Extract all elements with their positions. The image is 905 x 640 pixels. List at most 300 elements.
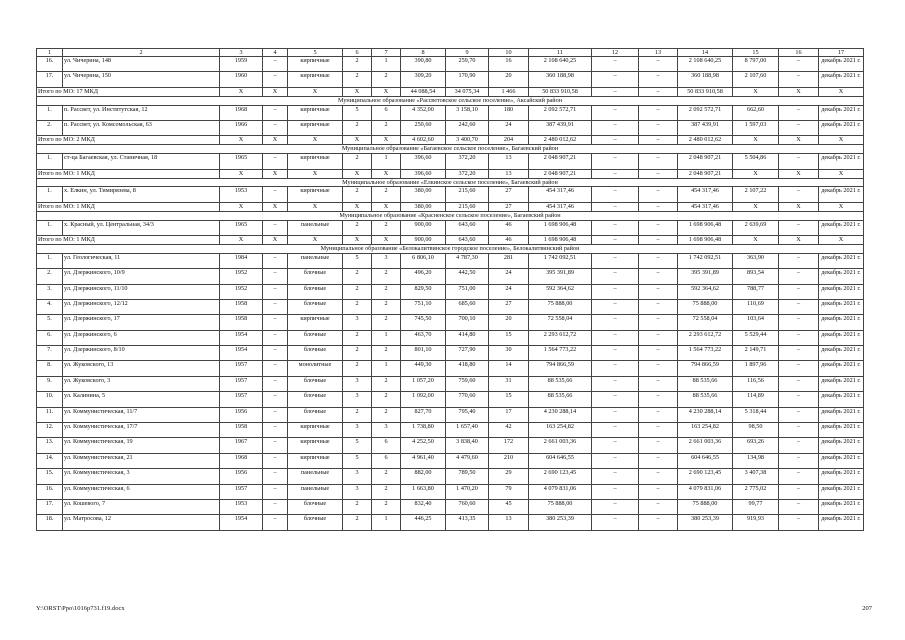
total-cell: 2 480 012,62 [678, 136, 733, 145]
table-cell: – [779, 484, 819, 499]
table-cell: 414,80 [446, 330, 489, 345]
total-cell: X [733, 87, 779, 96]
table-cell: блочные [288, 346, 343, 361]
table-cell: кирпичные [288, 57, 343, 72]
table-cell: – [592, 376, 639, 391]
table-cell: 2 [343, 72, 372, 87]
table-cell: – [779, 361, 819, 376]
table-cell: – [592, 269, 639, 284]
table-cell: 4 787,30 [446, 253, 489, 268]
row-number: 16. [37, 484, 63, 499]
table-cell: – [592, 121, 639, 136]
table-cell: декабрь 2021 г. [819, 253, 864, 268]
table-cell: 1968 [220, 453, 263, 468]
table-cell: 309,20 [401, 72, 446, 87]
table-row [37, 469, 864, 484]
table-cell: 250,60 [401, 121, 446, 136]
table-cell: 592 364,62 [529, 284, 592, 299]
table-cell: – [263, 438, 288, 453]
row-number: 13. [37, 438, 63, 453]
table-cell: 795,40 [446, 407, 489, 422]
table-cell: – [592, 515, 639, 530]
table-cell: 3 [343, 469, 372, 484]
table-cell: 788,77 [733, 284, 779, 299]
row-number: 15. [37, 469, 63, 484]
address-cell: ул. Жуковского, 13 [63, 361, 220, 376]
table-cell: 1953 [220, 499, 263, 514]
total-cell: 372,20 [446, 169, 489, 178]
total-cell: – [592, 136, 639, 145]
table-cell: 5 [343, 253, 372, 268]
table-cell: 2 [372, 376, 401, 391]
table-cell: – [779, 499, 819, 514]
table-cell: 363,90 [733, 253, 779, 268]
table-cell: блочные [288, 407, 343, 422]
table-cell: 2 [343, 57, 372, 72]
total-cell: X [288, 235, 343, 244]
table-cell: – [592, 105, 639, 120]
total-cell: 204 [489, 136, 529, 145]
table-cell: 116,56 [733, 376, 779, 391]
table-cell: 2 [343, 361, 372, 376]
table-cell: 2 [372, 392, 401, 407]
total-cell: – [592, 169, 639, 178]
table-cell: 827,70 [401, 407, 446, 422]
table-cell: 2 [343, 407, 372, 422]
table-cell: 4 230 288,14 [529, 407, 592, 422]
table-cell: кирпичные [288, 453, 343, 468]
table-cell: – [779, 453, 819, 468]
table-cell: 1954 [220, 515, 263, 530]
table-cell: – [779, 299, 819, 314]
table-cell: кирпичные [288, 187, 343, 202]
table-cell: – [779, 121, 819, 136]
table-cell: – [592, 154, 639, 169]
table-cell: – [779, 469, 819, 484]
table-cell: 103,64 [733, 315, 779, 330]
table-cell: 4 961,40 [401, 453, 446, 468]
table-cell: 380 253,39 [529, 515, 592, 530]
table-cell: 1958 [220, 423, 263, 438]
table-cell: 134,98 [733, 453, 779, 468]
table-cell: – [639, 407, 678, 422]
table-cell: – [263, 187, 288, 202]
table-cell: 2 107,22 [733, 187, 779, 202]
table-cell: 27 [489, 187, 529, 202]
page-number: 207 [862, 605, 872, 612]
total-cell: X [819, 136, 864, 145]
table-cell: – [263, 515, 288, 530]
table-cell: 2 [372, 284, 401, 299]
total-cell: X [288, 169, 343, 178]
total-cell: X [343, 136, 372, 145]
table-cell: – [263, 499, 288, 514]
row-number: 2. [37, 121, 63, 136]
table-cell: – [639, 438, 678, 453]
total-cell: X [220, 136, 263, 145]
table-cell: кирпичные [288, 121, 343, 136]
table-cell: кирпичные [288, 438, 343, 453]
table-cell: 1968 [220, 105, 263, 120]
total-cell: 2 048 907,21 [529, 169, 592, 178]
table-cell: 31 [489, 376, 529, 391]
table-cell: 75 888,00 [678, 499, 733, 514]
table-cell: 760,60 [446, 499, 489, 514]
table-row [37, 187, 864, 202]
table-cell: 2 048 907,21 [529, 154, 592, 169]
table-cell: 72 558,04 [529, 315, 592, 330]
total-cell: 50 833 910,58 [529, 87, 592, 96]
table-cell: – [263, 121, 288, 136]
table-cell: кирпичные [288, 315, 343, 330]
total-cell: 396,60 [401, 169, 446, 178]
table-cell: 88 535,66 [529, 392, 592, 407]
table-cell: 390,80 [401, 57, 446, 72]
table-cell: 1956 [220, 407, 263, 422]
table-cell: – [263, 453, 288, 468]
table-cell: 4 352,00 [401, 105, 446, 120]
table-cell: 98,50 [733, 423, 779, 438]
table-cell: 3 [343, 484, 372, 499]
table-cell: 3 [343, 392, 372, 407]
address-cell: п. Рассвет, ул. Комсомольская, 63 [63, 121, 220, 136]
total-cell: X [220, 169, 263, 178]
table-cell: декабрь 2021 г. [819, 469, 864, 484]
column-number-row [37, 49, 864, 57]
table-row [37, 515, 864, 530]
row-number: 4. [37, 299, 63, 314]
column-number: 6 [343, 49, 372, 57]
address-cell: ул. Коммунистическая, 6 [63, 484, 220, 499]
table-cell: 380,00 [401, 187, 446, 202]
column-number: 17 [819, 49, 864, 57]
table-cell: – [779, 438, 819, 453]
table-cell: – [639, 154, 678, 169]
table-cell: 6 806,10 [401, 253, 446, 268]
row-number: 1. [37, 220, 63, 235]
table-cell: 72 558,04 [678, 315, 733, 330]
table-cell: – [592, 330, 639, 345]
table-cell: 2 [343, 220, 372, 235]
table-cell: 2 [372, 220, 401, 235]
row-number: 5. [37, 315, 63, 330]
table-cell: 2 [343, 499, 372, 514]
column-number: 5 [288, 49, 343, 57]
address-cell: х. Елкин, ул. Тимирязева, 8 [63, 187, 220, 202]
total-cell: 34 075,34 [446, 87, 489, 96]
row-number: 1. [37, 105, 63, 120]
table-cell: декабрь 2021 г. [819, 72, 864, 87]
table-cell: 396,60 [401, 154, 446, 169]
table-cell: 1965 [220, 220, 263, 235]
table-cell: 110,69 [733, 299, 779, 314]
table-cell: 24 [489, 269, 529, 284]
row-number: 17. [37, 72, 63, 87]
table-cell: 163 254,82 [678, 423, 733, 438]
table-cell: – [779, 154, 819, 169]
table-cell: 2 [343, 515, 372, 530]
table-cell: 770,60 [446, 392, 489, 407]
total-cell: X [263, 169, 288, 178]
table-cell: – [263, 469, 288, 484]
table-cell: 829,50 [401, 284, 446, 299]
table-cell: 463,70 [401, 330, 446, 345]
table-cell: 2 149,71 [733, 346, 779, 361]
table-cell: 75 888,00 [678, 299, 733, 314]
table-cell: 88 535,66 [678, 392, 733, 407]
address-cell: ул. Чичерина, 150 [63, 72, 220, 87]
table-cell: 1 092,00 [401, 392, 446, 407]
table-cell: декабрь 2021 г. [819, 187, 864, 202]
total-cell: X [263, 235, 288, 244]
table-cell: – [592, 315, 639, 330]
table-cell: – [639, 121, 678, 136]
table-cell: – [779, 315, 819, 330]
table-cell: 2 [343, 269, 372, 284]
table-cell: 1 742 092,51 [529, 253, 592, 268]
total-cell: X [819, 202, 864, 211]
table-cell: 693,26 [733, 438, 779, 453]
table-cell: декабрь 2021 г. [819, 453, 864, 468]
total-label: Итого по МО: 1 МКД [37, 235, 220, 244]
table-cell: кирпичные [288, 154, 343, 169]
table-cell: 643,60 [446, 220, 489, 235]
total-cell: – [592, 87, 639, 96]
row-number: 11. [37, 407, 63, 422]
table-cell: панельные [288, 253, 343, 268]
table-cell: – [592, 484, 639, 499]
column-number: 14 [678, 49, 733, 57]
table-cell: 1 564 773,22 [529, 346, 592, 361]
total-cell: X [343, 87, 372, 96]
table-row [37, 315, 864, 330]
table-cell: – [639, 469, 678, 484]
table-cell: – [779, 346, 819, 361]
table-cell: декабрь 2021 г. [819, 105, 864, 120]
section-title: Муниципальное образование «Рассветовское сельское поселение», Аксайский район [37, 96, 864, 105]
total-cell: X [343, 235, 372, 244]
table-cell: 3 [372, 423, 401, 438]
total-cell: X [372, 202, 401, 211]
table-cell: – [779, 330, 819, 345]
table-cell: кирпичные [288, 423, 343, 438]
table-cell: декабрь 2021 г. [819, 499, 864, 514]
table-cell: 1 597,03 [733, 121, 779, 136]
table-cell: 4 479,60 [446, 453, 489, 468]
total-cell: X [263, 202, 288, 211]
table-cell: 1 698 906,48 [529, 220, 592, 235]
table-cell: 2 690 123,45 [678, 469, 733, 484]
table-cell: 496,20 [401, 269, 446, 284]
column-number: 1 [37, 49, 63, 57]
table-cell: 794 866,59 [678, 361, 733, 376]
table-cell: 16 [489, 57, 529, 72]
table-cell: – [263, 407, 288, 422]
table-cell: 6 [372, 453, 401, 468]
column-number: 15 [733, 49, 779, 57]
table-cell: – [592, 407, 639, 422]
address-cell: ст-ца Багаевская, ул. Станичная, 18 [63, 154, 220, 169]
total-cell: X [220, 202, 263, 211]
column-number: 3 [220, 49, 263, 57]
table-cell: 1957 [220, 376, 263, 391]
column-number: 7 [372, 49, 401, 57]
table-cell: 2 775,02 [733, 484, 779, 499]
total-row [37, 136, 864, 145]
table-cell: декабрь 2021 г. [819, 284, 864, 299]
row-number: 8. [37, 361, 63, 376]
address-cell: ул. Коммунистическая, 21 [63, 453, 220, 468]
table-cell: – [639, 315, 678, 330]
table-cell: 6 [372, 105, 401, 120]
table-cell: 1953 [220, 187, 263, 202]
total-cell: 2 048 907,21 [678, 169, 733, 178]
table-cell: блочные [288, 392, 343, 407]
address-cell: х. Красный, ул. Центральная, 34/3 [63, 220, 220, 235]
row-number: 3. [37, 284, 63, 299]
table-cell: 900,00 [401, 220, 446, 235]
table-cell: 3 838,40 [446, 438, 489, 453]
table-cell: 2 661 003,36 [529, 438, 592, 453]
table-cell: блочные [288, 499, 343, 514]
total-cell: – [639, 202, 678, 211]
table-cell: монолитные [288, 361, 343, 376]
table-cell: 5 318,44 [733, 407, 779, 422]
table-cell: 1958 [220, 299, 263, 314]
section-row [37, 244, 864, 253]
table-cell: декабрь 2021 г. [819, 299, 864, 314]
table-cell: – [592, 299, 639, 314]
address-cell: ул. Геологическая, 11 [63, 253, 220, 268]
row-number: 14. [37, 453, 63, 468]
total-cell: 2 480 012,62 [529, 136, 592, 145]
row-number: 1. [37, 253, 63, 268]
table-cell: 20 [489, 315, 529, 330]
address-cell: ул. Дзержинского, 12/12 [63, 299, 220, 314]
table-cell: – [263, 220, 288, 235]
table-cell: – [592, 72, 639, 87]
table-cell: – [263, 484, 288, 499]
total-cell: 215,60 [446, 202, 489, 211]
table-cell: 42 [489, 423, 529, 438]
total-label: Итого по МО: 1 МКД [37, 202, 220, 211]
table-cell: 2 107,60 [733, 72, 779, 87]
column-number: 4 [263, 49, 288, 57]
row-number: 12. [37, 423, 63, 438]
table-cell: – [263, 423, 288, 438]
table-cell: 449,30 [401, 361, 446, 376]
table-cell: – [263, 105, 288, 120]
table-cell: 5 504,86 [733, 154, 779, 169]
register-table [36, 48, 864, 531]
table-cell: 5 [343, 105, 372, 120]
table-cell: – [639, 72, 678, 87]
table-cell: 1 [372, 154, 401, 169]
column-number: 8 [401, 49, 446, 57]
table-cell: 2 [372, 72, 401, 87]
table-cell: 794 866,59 [529, 361, 592, 376]
table-cell: 2 [372, 346, 401, 361]
table-cell: 27 [489, 299, 529, 314]
table-cell: блочные [288, 376, 343, 391]
total-cell: X [779, 87, 819, 96]
table-cell: – [592, 392, 639, 407]
table-row [37, 253, 864, 268]
table-cell: – [639, 515, 678, 530]
table-cell: 5 [343, 453, 372, 468]
table-cell: декабрь 2021 г. [819, 484, 864, 499]
address-cell: ул. Дзержинского, 11/10 [63, 284, 220, 299]
total-row [37, 202, 864, 211]
section-row [37, 96, 864, 105]
table-cell: 1952 [220, 269, 263, 284]
table-cell: 75 888,00 [529, 499, 592, 514]
table-cell: 3 407,38 [733, 469, 779, 484]
table-cell: 24 [489, 121, 529, 136]
address-cell: ул. Дзержинского, 17 [63, 315, 220, 330]
table-cell: 79 [489, 484, 529, 499]
total-label: Итого по МО: 17 МКД [37, 87, 220, 96]
column-number: 13 [639, 49, 678, 57]
total-cell: X [819, 169, 864, 178]
table-cell: 789,50 [446, 469, 489, 484]
table-cell: декабрь 2021 г. [819, 57, 864, 72]
table-cell: 1959 [220, 57, 263, 72]
total-cell: 44 088,54 [401, 87, 446, 96]
address-cell: ул. Коммунистическая, 3 [63, 469, 220, 484]
table-cell: 685,60 [446, 299, 489, 314]
table-cell: 17 [489, 407, 529, 422]
table-cell: 372,20 [446, 154, 489, 169]
table-cell: декабрь 2021 г. [819, 269, 864, 284]
table-cell: – [779, 423, 819, 438]
table-row [37, 484, 864, 499]
table-cell: – [263, 72, 288, 87]
total-cell: X [288, 202, 343, 211]
address-cell: ул. Дзержинского, 8/10 [63, 346, 220, 361]
table-cell: – [263, 284, 288, 299]
table-cell: 1 663,80 [401, 484, 446, 499]
table-cell: 387 439,91 [529, 121, 592, 136]
table-cell: 99,77 [733, 499, 779, 514]
table-cell: – [779, 376, 819, 391]
table-row [37, 121, 864, 136]
address-cell: ул. Кошевого, 7 [63, 499, 220, 514]
table-cell: – [592, 220, 639, 235]
table-cell: – [779, 269, 819, 284]
address-cell: п. Рассвет, ул. Институтская, 12 [63, 105, 220, 120]
table-cell: 3 [343, 315, 372, 330]
table-row [37, 376, 864, 391]
table-cell: 4 252,50 [401, 438, 446, 453]
table-cell: декабрь 2021 г. [819, 423, 864, 438]
table-cell: 2 108 640,25 [529, 57, 592, 72]
table-cell: блочные [288, 330, 343, 345]
section-row [37, 145, 864, 154]
section-row [37, 178, 864, 187]
table-cell: 14 [489, 361, 529, 376]
table-cell: – [592, 253, 639, 268]
file-path: Y:\ORST\Ppo\1016p731.f19.docx [36, 605, 125, 612]
table-cell: 1 698 906,48 [678, 220, 733, 235]
row-number: 7. [37, 346, 63, 361]
table-cell: – [779, 187, 819, 202]
total-cell: 454 317,46 [529, 202, 592, 211]
table-cell: 2 [372, 315, 401, 330]
total-row [37, 235, 864, 244]
table-cell: 919,93 [733, 515, 779, 530]
section-title: Муниципальное образование «Белокалитвинское городское поселение», Белокалитвинский район [37, 244, 864, 253]
